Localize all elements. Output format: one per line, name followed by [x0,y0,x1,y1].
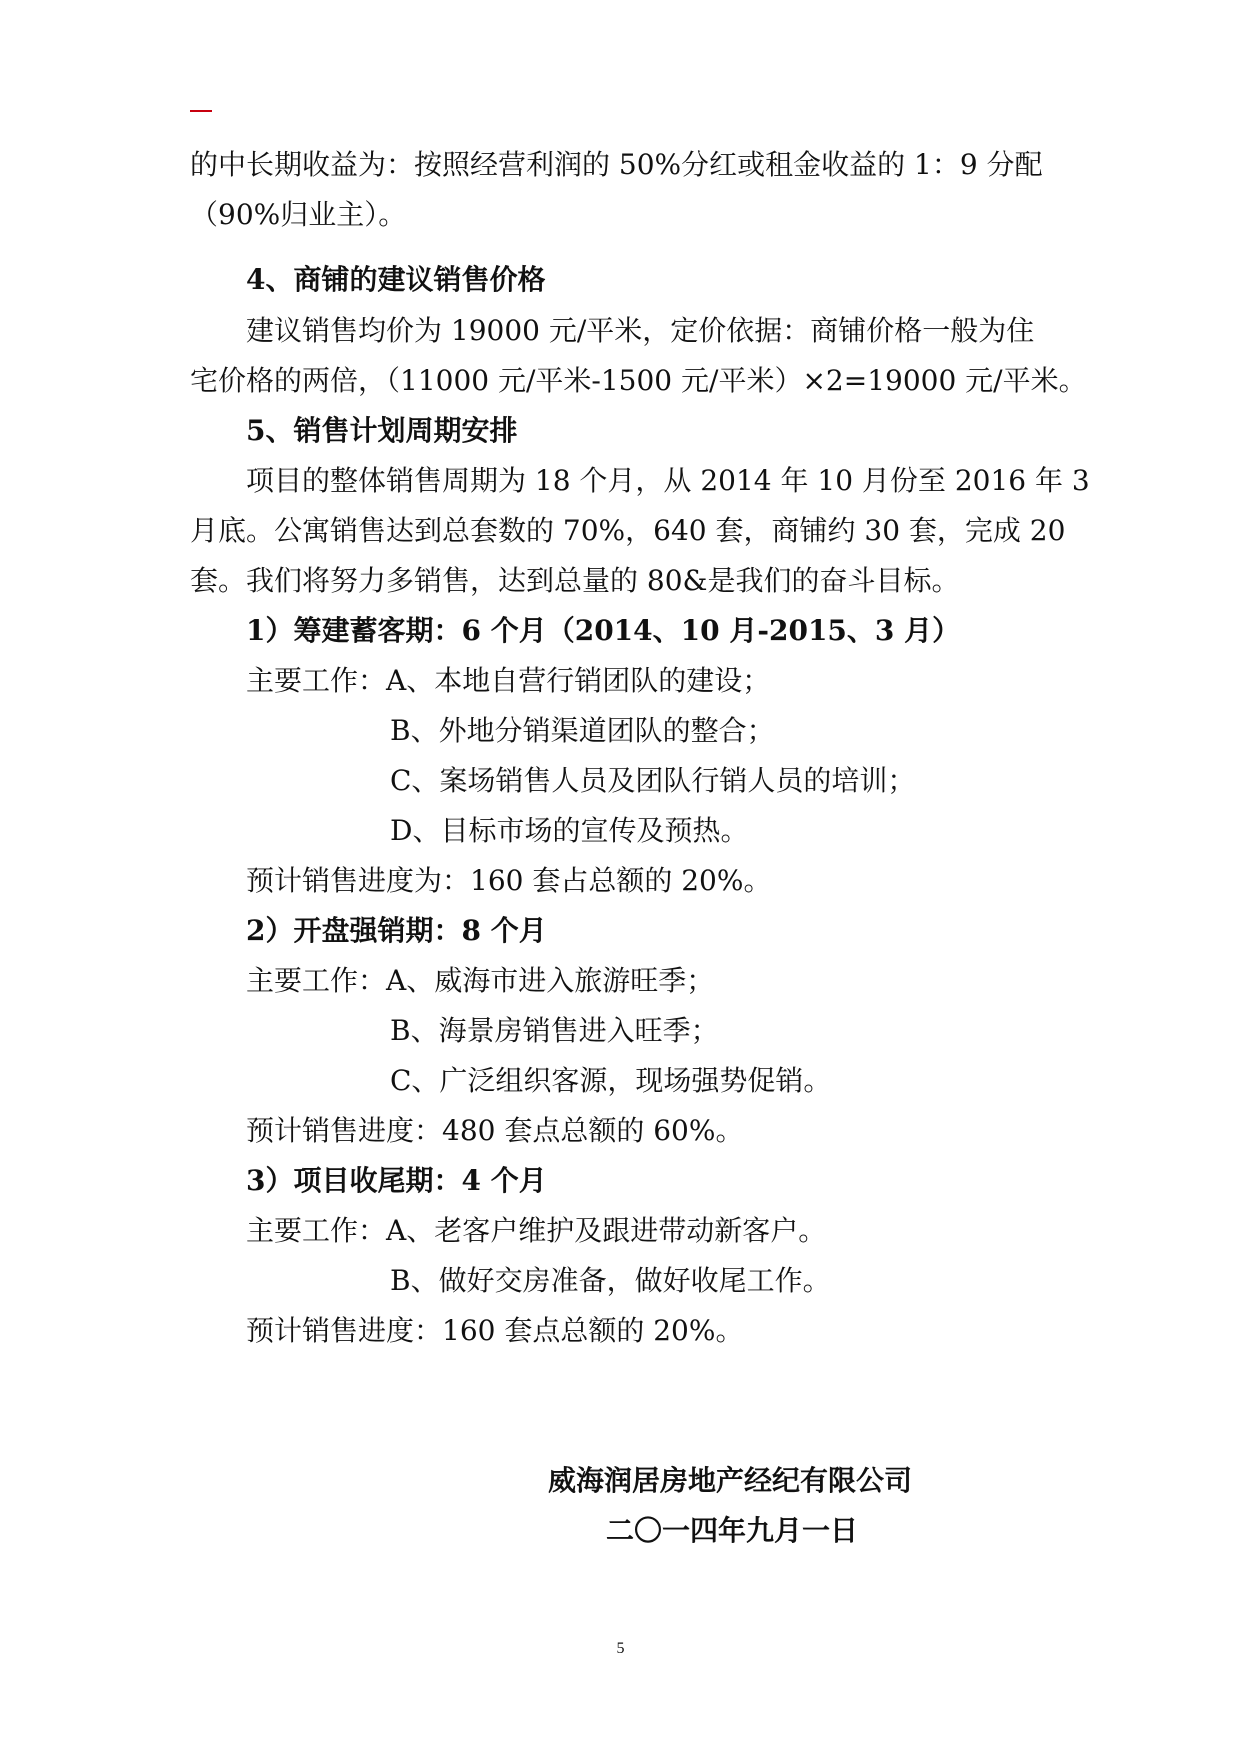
body-line: B、做好交房准备，做好收尾工作。 [390,1264,831,1297]
body-line: 预计销售进度为：160 套占总额的 20%。 [246,864,772,897]
subsection-heading: 3）项目收尾期：4 个月 [246,1164,547,1197]
body-line: 预计销售进度：480 套点总额的 60%。 [246,1114,744,1147]
body-line: 月底。公寓销售达到总套数的 70%，640 套，商铺约 30 套，完成 20 [190,514,1066,547]
subsection-heading: 2）开盘强销期：8 个月 [246,914,547,947]
header-rule [190,110,212,112]
body-line: B、海景房销售进入旺季； [390,1014,719,1047]
body-line: （90%归业主）。 [190,198,407,231]
section-heading: 4、商铺的建议销售价格 [246,263,546,296]
body-line: 的中长期收益为：按照经营利润的 50%分红或租金收益的 1：9 分配 [190,148,1043,181]
body-line: 主要工作：A、老客户维护及跟进带动新客户。 [246,1214,827,1247]
body-line: 套。我们将努力多销售，达到总量的 80&是我们的奋斗目标。 [190,564,960,597]
body-line: B、外地分销渠道团队的整合； [390,714,775,747]
body-line: C、广泛组织客源，现场强势促销。 [390,1064,832,1097]
body-line: 主要工作：A、本地自营行销团队的建设； [246,664,771,697]
body-line: 主要工作：A、威海市进入旅游旺季； [246,964,715,997]
page-number: 5 [616,1640,625,1657]
body-line: D、目标市场的宣传及预热。 [390,814,749,847]
subsection-heading: 1）筹建蓄客期：6 个月（2014、10 月-2015、3 月） [246,614,961,647]
body-line: 预计销售进度：160 套点总额的 20%。 [246,1314,744,1347]
signature-date: 二〇一四年九月一日 [606,1514,859,1547]
body-line: 项目的整体销售周期为 18 个月，从 2014 年 10 月份至 2016 年 3 [246,464,1090,497]
body-line: 宅价格的两倍，（11000 元/平米-1500 元/平米）×2=19000 元/平米。 [190,364,1087,397]
section-heading: 5、销售计划周期安排 [246,414,518,447]
signature-company: 威海润居房地产经纪有限公司 [548,1464,913,1497]
body-line: 建议销售均价为 19000 元/平米，定价依据：商铺价格一般为住 [246,314,1035,347]
body-line: C、案场销售人员及团队行销人员的培训； [390,764,916,797]
